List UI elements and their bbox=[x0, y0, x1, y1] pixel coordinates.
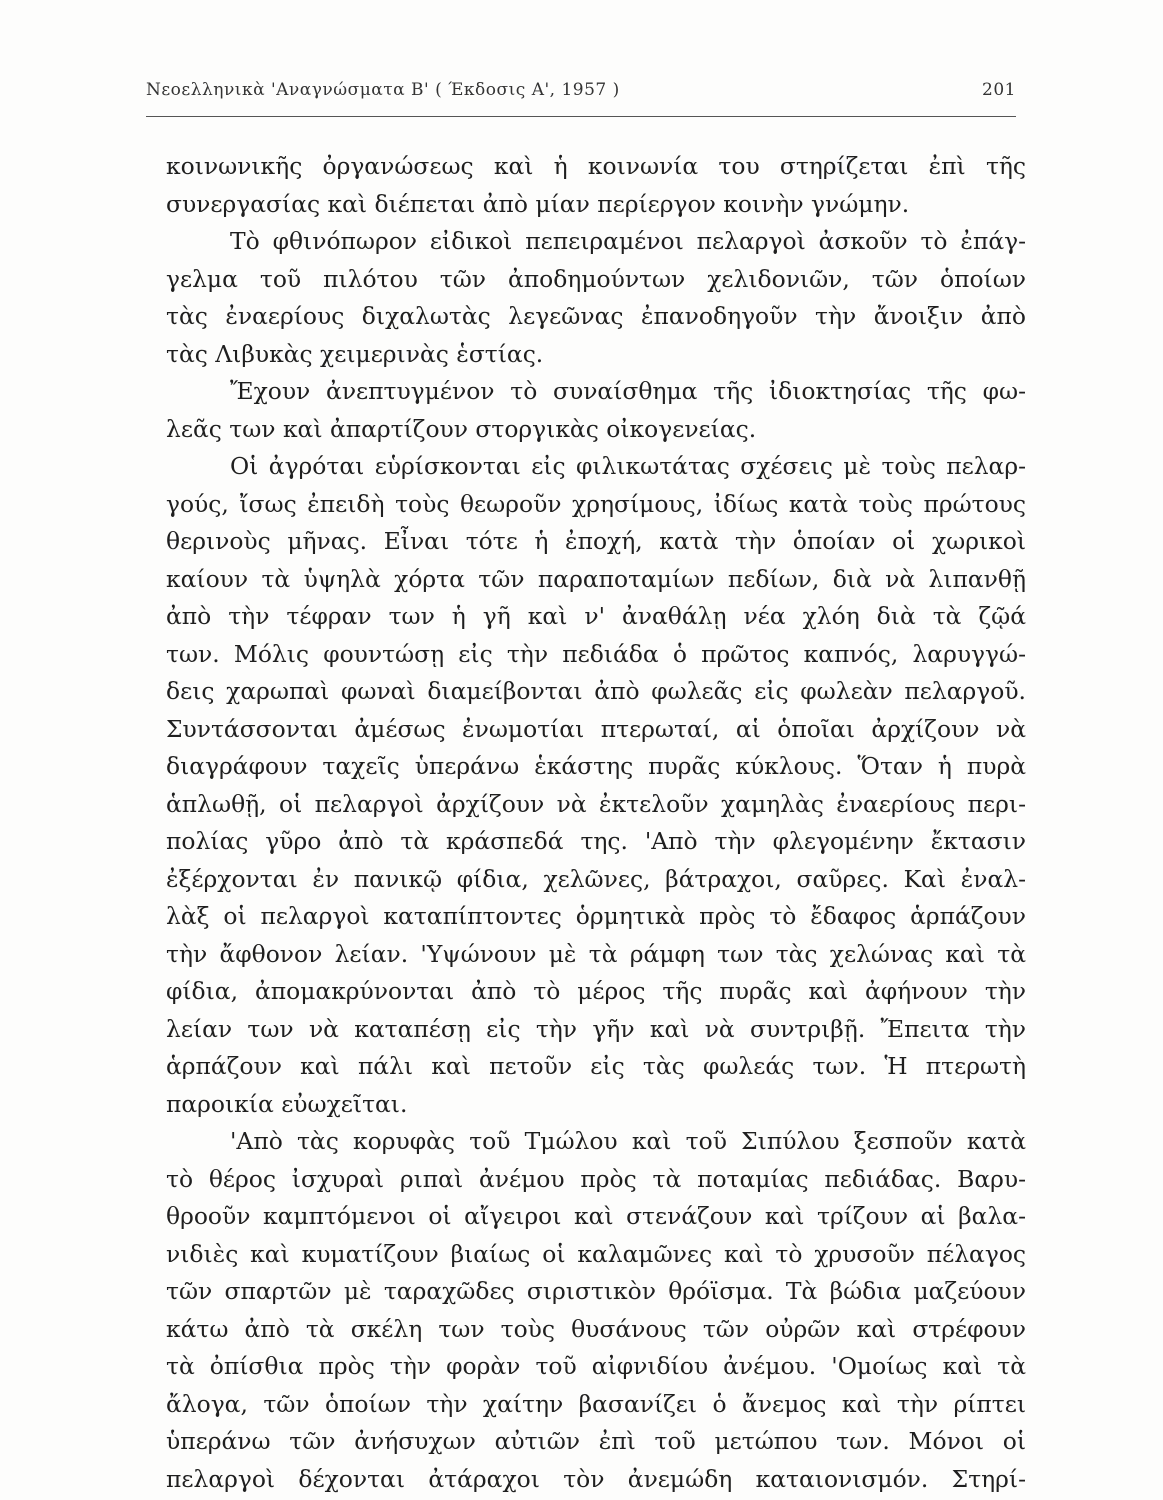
text-line: πελαργοὶ δέχονται ἀτάραχοι τὸν ἀνεμώδη καταιονισμόν. Στηρί- bbox=[166, 1464, 1026, 1493]
text-line: ἀπὸ τὴν τέφραν των ἡ γῆ καὶ ν' ἀναθάλῃ νέα χλόη διὰ τὰ ζῷά bbox=[166, 602, 1026, 630]
text-line: νιδιὲς καὶ κυματίζουν βιαίως οἱ καλαμῶνες καὶ τὸ χρυσοῦν πέλαγος bbox=[166, 1239, 1026, 1268]
text-line: λείαν των νὰ καταπέσῃ εἰς τὴν γῆν καὶ νὰ συντριβῇ. Ἔπειτα τὴν bbox=[166, 1014, 1026, 1043]
text-line: τὸ θέρος ἰσχυραὶ ριπαὶ ἀνέμου πρὸς τὰ ποταμίας πεδιάδας. Βαρυ- bbox=[166, 1164, 1026, 1193]
text-line: κοινωνικῆς ὀργανώσεως καὶ ἡ κοινωνία του στηρίζεται ἐπὶ τῆς bbox=[166, 152, 1026, 180]
text-line: συνεργασίας καὶ διέπεται ἀπὸ μίαν περίεργον κοινὴν γνώμην. bbox=[166, 189, 910, 218]
paragraph-first-line: 'Απὸ τὰς κορυφὰς τοῦ Τμώλου καὶ τοῦ Σιπύλου ξεσποῦν κατὰ bbox=[230, 1127, 1026, 1155]
paragraph-first-line: Οἱ ἀγρόται εὑρίσκονται εἰς φιλικωτάτας σχέσεις μὲ τοὺς πελαρ- bbox=[230, 452, 1026, 480]
paragraph-first-line: Ἔχουν ἀνεπτυγμένον τὸ συναίσθημα τῆς ἰδιοκτησίας τῆς φω- bbox=[230, 377, 1026, 405]
text-line: ἁπλωθῇ, οἱ πελαργοὶ ἀρχίζουν νὰ ἐκτελοῦν χαμηλὰς ἐναερίους περι- bbox=[166, 789, 1026, 818]
text-line: φίδια, ἀπομακρύνονται ἀπὸ τὸ μέρος τῆς πυρᾶς καὶ ἀφήνουν τὴν bbox=[166, 977, 1026, 1005]
text-line: τὰς Λιβυκὰς χειμερινὰς ἑστίας. bbox=[166, 339, 544, 368]
text-line: καίουν τὰ ὑψηλὰ χόρτα τῶν παραποταμίων πεδίων, διὰ νὰ λιπανθῇ bbox=[166, 564, 1026, 593]
text-line: λὰξ οἱ πελαργοὶ καταπίπτοντες ὁρμητικὰ πρὸς τὸ ἔδαφος ἁρπάζουν bbox=[166, 902, 1026, 930]
text-line: Συντάσσονται ἀμέσως ἐνωμοτίαι πτερωταί, αἱ ὁποῖαι ἀρχίζουν νὰ bbox=[166, 714, 1026, 743]
text-line: ἄλογα, τῶν ὁποίων τὴν χαίτην βασανίζει ὁ ἄνεμος καὶ τὴν ρίπτει bbox=[166, 1389, 1026, 1418]
text-line: θερινοὺς μῆνας. Εἶναι τότε ἡ ἐποχή, κατὰ τὴν ὁποίαν οἱ χωρικοὶ bbox=[166, 527, 1026, 555]
running-header-title: Νεοελληνικὰ 'Αναγνώσματα Β' ( Έκδοσις Α', 1957 ) bbox=[146, 80, 620, 100]
text-line: τὰ ὀπίσθια πρὸς τὴν φορὰν τοῦ αἰφνιδίου ἀνέμου. 'Ομοίως καὶ τὰ bbox=[166, 1352, 1026, 1380]
running-header bbox=[146, 80, 1016, 110]
text-line: τὰς ἐναερίους διχαλωτὰς λεγεῶνας ἐπανοδηγοῦν τὴν ἄνοιξιν ἀπὸ bbox=[166, 302, 1026, 330]
text-line: ἐξέρχονται ἐν πανικῷ φίδια, χελῶνες, βάτραχοι, σαῦρες. Καὶ ἐναλ- bbox=[166, 864, 1026, 893]
paragraph-first-line: Τὸ φθινόπωρον εἰδικοὶ πεπειραμένοι πελαργοὶ ἀσκοῦν τὸ ἐπάγ- bbox=[230, 227, 1026, 255]
text-line: παροικία εὐωχεῖται. bbox=[166, 1089, 408, 1118]
text-line: πολίας γῦρο ἀπὸ τὰ κράσπεδά της. 'Απὸ τὴν φλεγομένην ἔκτασιν bbox=[166, 827, 1026, 855]
text-line: ὑπεράνω τῶν ἀνήσυχων αὐτιῶν ἐπὶ τοῦ μετώπου των. Μόνοι οἱ bbox=[166, 1427, 1026, 1455]
text-line: γούς, ἴσως ἐπειδὴ τοὺς θεωροῦν χρησίμους, ἰδίως κατὰ τοὺς πρώτους bbox=[166, 489, 1026, 518]
body-text bbox=[166, 148, 1026, 1498]
text-line: των. Μόλις φουντώσῃ εἰς τὴν πεδιάδα ὁ πρῶτος καπνός, λαρυγγώ- bbox=[166, 639, 1026, 668]
text-line: τῶν σπαρτῶν μὲ ταραχῶδες σιριστικὸν θρόϊσμα. Τὰ βώδια μαζεύουν bbox=[166, 1277, 1026, 1305]
text-line: διαγράφουν ταχεῖς ὑπεράνω ἑκάστης πυρᾶς κύκλους. Ὅταν ἡ πυρὰ bbox=[166, 752, 1026, 780]
text-line: θροοῦν καμπτόμενοι οἱ αἴγειροι καὶ στενάζουν καὶ τρίζουν αἱ βαλα- bbox=[166, 1202, 1026, 1230]
header-rule bbox=[146, 116, 1016, 117]
page-number: 201 bbox=[982, 80, 1016, 100]
text-line: λεᾶς των καὶ ἀπαρτίζουν στοργικὰς οἰκογενείας. bbox=[166, 414, 757, 443]
text-line: ἁρπάζουν καὶ πάλι καὶ πετοῦν εἰς τὰς φωλεάς των. Ἡ πτερωτὴ bbox=[166, 1052, 1026, 1080]
text-line: γελμα τοῦ πιλότου τῶν ἀποδημούντων χελιδονιῶν, τῶν ὁποίων bbox=[166, 264, 1026, 293]
text-line: κάτω ἀπὸ τὰ σκέλη των τοὺς θυσάνους τῶν οὐρῶν καὶ στρέφουν bbox=[166, 1314, 1026, 1343]
text-line: δεις χαρωπαὶ φωναὶ διαμείβονται ἀπὸ φωλεᾶς εἰς φωλεὰν πελαργοῦ. bbox=[166, 677, 1026, 705]
text-line: τὴν ἄφθονον λείαν. 'Υψώνουν μὲ τὰ ράμφη των τὰς χελώνας καὶ τὰ bbox=[166, 939, 1026, 968]
